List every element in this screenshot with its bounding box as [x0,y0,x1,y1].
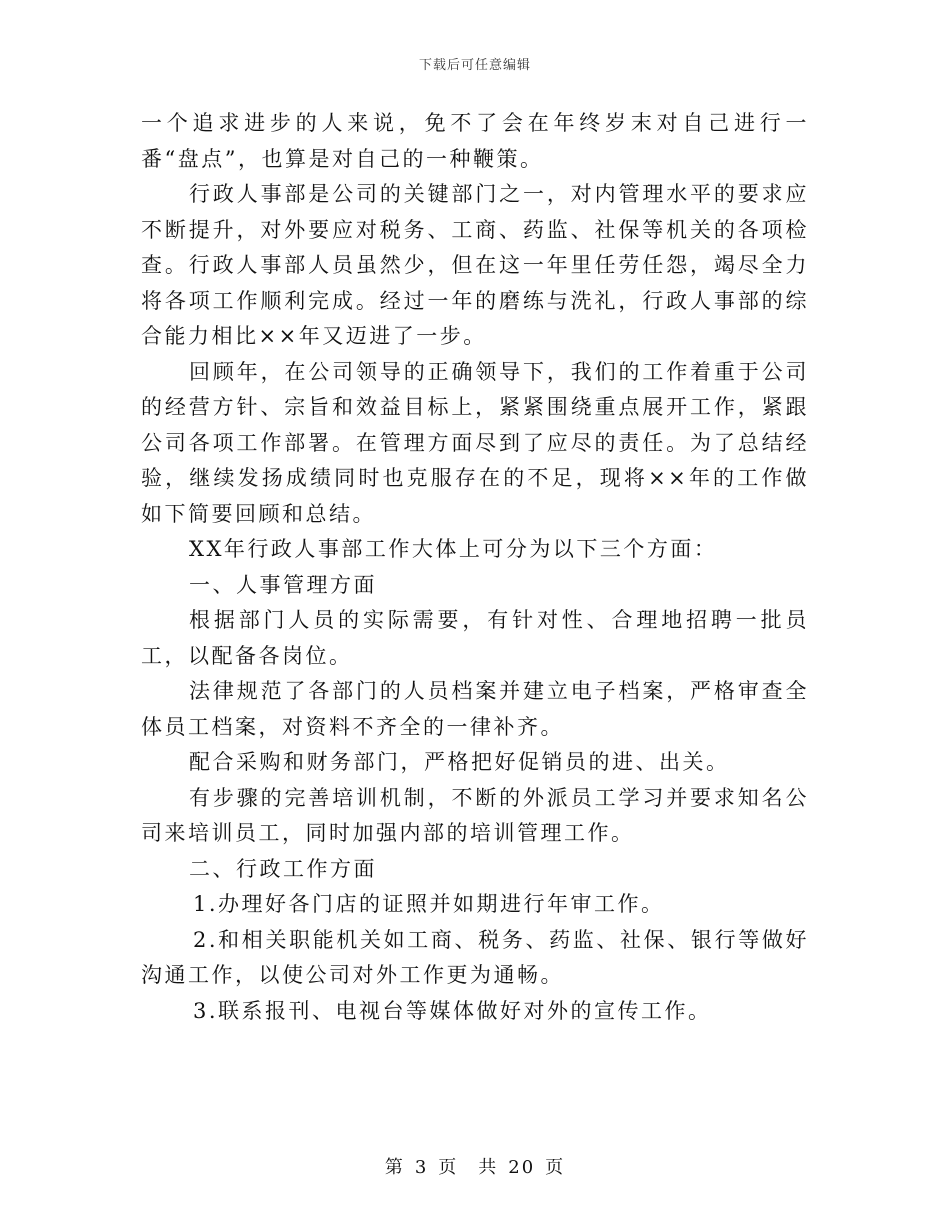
document-body [141,106,809,1029]
paragraph: XX年行政人事部工作大体上可分为以下三个方面： [189,537,718,561]
paragraph: 回顾年，在公司领导的正确领导下，我们的工作着重于公司的经营方针、宗旨和效益目标上，紧紧围绕重点展开工作，紧跟公司各项工作部署。在管理方面尽到了应尽的责任。为了总结经验，继续发扬成绩同时也克服存在的不足，现将××年的工作做如下简要回顾和总结。 [141,359,809,526]
list-item: 2.和相关职能机关如工商、税务、药监、社保、银行等做好沟通工作，以使公司对外工作更为通畅。 [141,927,809,987]
paragraph: 一个追求进步的人来说，免不了会在年终岁末对自己进行一番“盘点”，也算是对自己的一种鞭策。 [141,111,809,171]
paragraph: 配合采购和财务部门，严格把好促销员的进、出关。 [189,750,730,774]
paragraph: 法律规范了各部门的人员档案并建立电子档案，严格审查全体员工档案，对资料不齐全的一律补齐。 [141,679,809,739]
page-number-suffix: 页 [545,1157,566,1178]
page-header [0,54,950,73]
page-number-mid: 页 共 [438,1157,499,1178]
paragraph: 有步骤的完善培训机制，不断的外派员工学习并要求知名公司来培训员工，同时加强内部的培训管理工作。 [141,785,809,845]
list-item: 3.联系报刊、电视台等媒体做好对外的宣传工作。 [193,998,712,1023]
paragraph: 根据部门人员的实际需要，有针对性、合理地招聘一批员工，以配备各岗位。 [141,608,809,668]
header-note: 下载后可任意编辑 [418,58,531,73]
paragraph: 行政人事部是公司的关键部门之一，对内管理水平的要求应不断提升，对外要应对税务、工商、药监、社保等机关的各项检查。行政人事部人员虽然少，但在这一年里任劳任怨，竭尽全力将各项工作顺利完成。经过一年的磨练与洗礼，行政人事部的综合能力相比××年又迈进了一步。 [141,182,809,348]
page-number-current: 3 [414,1157,429,1178]
page-number-total: 20 [508,1157,536,1178]
page-footer [0,1153,950,1179]
list-item: 1.办理好各门店的证照并如期进行年审工作。 [193,892,665,916]
section-heading: 一、人事管理方面 [189,572,377,597]
page-number-prefix: 第 [384,1157,405,1178]
section-heading: 二、行政工作方面 [189,856,377,881]
